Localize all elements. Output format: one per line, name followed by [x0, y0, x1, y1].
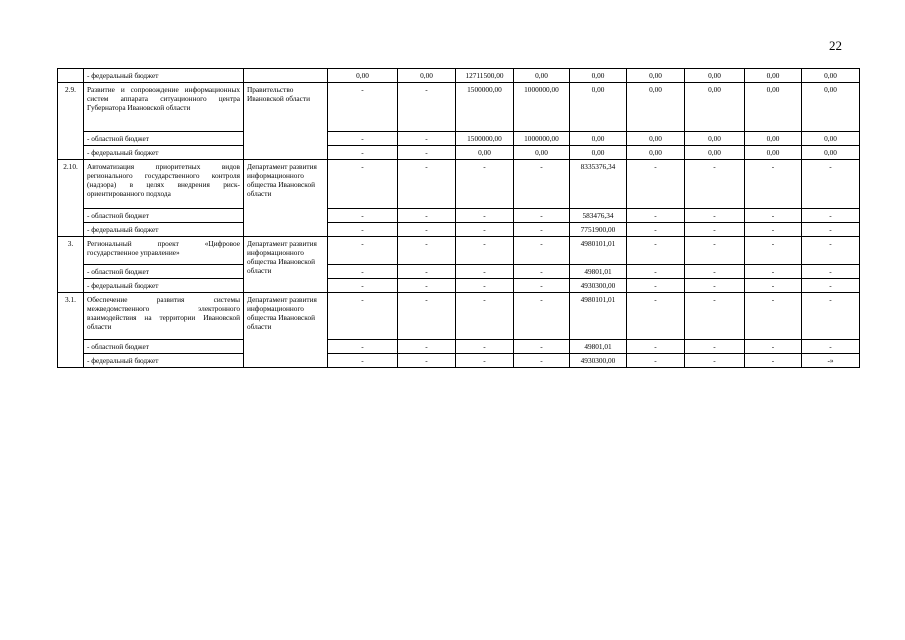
value-cell: - [685, 265, 745, 279]
value-cell: - [627, 237, 685, 265]
table-row [58, 279, 860, 293]
value-cell: - [627, 293, 685, 340]
value-cell: - [745, 237, 802, 265]
value-cell: - [398, 265, 456, 279]
value-cell: - [685, 354, 745, 368]
value-cell: - [745, 293, 802, 340]
value-cell: - [398, 279, 456, 293]
value-cell: - [328, 83, 398, 132]
value-cell: 0,00 [685, 146, 745, 160]
value-cell: 49801,01 [570, 340, 627, 354]
value-cell: 7751900,00 [570, 223, 627, 237]
value-cell: - [398, 132, 456, 146]
value-cell: 4980101,01 [570, 237, 627, 265]
value-cell: - [398, 160, 456, 209]
value-cell: 0,00 [627, 69, 685, 83]
value-cell: 0,00 [514, 69, 570, 83]
value-cell: 8335376,34 [570, 160, 627, 209]
value-cell: - [328, 340, 398, 354]
funding-source-cell: - федеральный бюджет [84, 146, 244, 160]
value-cell: - [745, 223, 802, 237]
value-cell: - [514, 354, 570, 368]
value-cell: - [745, 354, 802, 368]
value-cell: 0,00 [570, 146, 627, 160]
value-cell: - [328, 354, 398, 368]
value-cell: - [456, 279, 514, 293]
funding-source-cell: - областной бюджет [84, 132, 244, 146]
value-cell: - [514, 237, 570, 265]
value-cell: 0,00 [514, 146, 570, 160]
value-cell: - [685, 223, 745, 237]
value-cell: - [514, 209, 570, 223]
table-row [58, 265, 860, 279]
row-number-cell: 3. [58, 237, 84, 293]
value-cell: - [456, 340, 514, 354]
executor-cell: Департамент развития информационного общества Ивановской области [244, 237, 328, 293]
value-cell: - [627, 223, 685, 237]
activity-name-cell: Региональный проект «Цифровое государственное управление» [84, 237, 244, 265]
value-cell: - [514, 265, 570, 279]
table-row [58, 146, 860, 160]
funding-source-cell: - федеральный бюджет [84, 354, 244, 368]
value-cell: 0,00 [685, 132, 745, 146]
value-cell: 0,00 [570, 69, 627, 83]
value-cell: - [328, 132, 398, 146]
row-number-cell: 3.1. [58, 293, 84, 368]
value-cell: - [802, 209, 860, 223]
value-cell: - [398, 146, 456, 160]
table-row [58, 354, 860, 368]
value-cell: - [398, 354, 456, 368]
value-cell: - [328, 223, 398, 237]
value-cell: - [398, 83, 456, 132]
value-cell: - [398, 209, 456, 223]
value-cell: 1000000,00 [514, 83, 570, 132]
value-cell: 0,00 [685, 69, 745, 83]
table-row [58, 293, 860, 340]
value-cell: - [802, 265, 860, 279]
activity-name-cell: Развитие и сопровождение информационных систем аппарата ситуационного центра Губернатора Ивановской области [84, 83, 244, 132]
value-cell: - [802, 160, 860, 209]
value-cell: 0,00 [745, 132, 802, 146]
row-number-cell: 2.10. [58, 160, 84, 237]
value-cell: 0,00 [802, 83, 860, 132]
table-row [58, 160, 860, 209]
value-cell: - [802, 293, 860, 340]
value-cell: - [398, 340, 456, 354]
value-cell: 0,00 [802, 132, 860, 146]
row-number-cell [58, 69, 84, 83]
value-cell: - [514, 340, 570, 354]
value-cell: - [745, 209, 802, 223]
value-cell: - [685, 237, 745, 265]
value-cell: - [514, 293, 570, 340]
value-cell: - [745, 340, 802, 354]
value-cell: 0,00 [802, 69, 860, 83]
value-cell: - [685, 209, 745, 223]
executor-cell: Департамент развития информационного общества Ивановской области [244, 293, 328, 368]
value-cell: - [802, 223, 860, 237]
value-cell: 4980101,01 [570, 293, 627, 340]
value-cell: 0,00 [802, 146, 860, 160]
table-row [58, 237, 860, 265]
funding-source-cell: - областной бюджет [84, 265, 244, 279]
value-cell: - [627, 354, 685, 368]
value-cell: - [802, 237, 860, 265]
value-cell: 0,00 [570, 132, 627, 146]
executor-cell [244, 69, 328, 83]
budget-table [57, 68, 860, 368]
value-cell: 0,00 [745, 69, 802, 83]
value-cell: - [398, 293, 456, 340]
value-cell: 4930300,00 [570, 354, 627, 368]
value-cell: 0,00 [328, 69, 398, 83]
page-number: 22 [829, 38, 842, 53]
value-cell: - [627, 209, 685, 223]
value-cell: - [456, 265, 514, 279]
value-cell: 0,00 [398, 69, 456, 83]
value-cell: - [685, 160, 745, 209]
value-cell: 0,00 [456, 146, 514, 160]
value-cell: - [328, 265, 398, 279]
value-cell: - [328, 146, 398, 160]
funding-source-cell: - федеральный бюджет [84, 223, 244, 237]
value-cell: 0,00 [745, 146, 802, 160]
value-cell: 583476,34 [570, 209, 627, 223]
value-cell: - [802, 340, 860, 354]
table-row [58, 83, 860, 132]
value-cell: - [328, 160, 398, 209]
value-cell: - [456, 293, 514, 340]
value-cell: 1500000,00 [456, 83, 514, 132]
value-cell: - [802, 279, 860, 293]
value-cell: -» [802, 354, 860, 368]
table-row [58, 132, 860, 146]
value-cell: 0,00 [745, 83, 802, 132]
funding-source-cell: - федеральный бюджет [84, 69, 244, 83]
value-cell: 49801,01 [570, 265, 627, 279]
value-cell: 0,00 [627, 132, 685, 146]
value-cell: - [745, 265, 802, 279]
value-cell: 0,00 [627, 83, 685, 132]
value-cell: 1500000,00 [456, 132, 514, 146]
value-cell: - [627, 265, 685, 279]
activity-name-cell: Обеспечение развития системы межведомственного электронного взаимодействия на территории Ивановской области [84, 293, 244, 340]
value-cell: - [627, 340, 685, 354]
table-row [58, 69, 860, 83]
value-cell: - [398, 223, 456, 237]
value-cell: 0,00 [570, 83, 627, 132]
value-cell: 12711500,00 [456, 69, 514, 83]
value-cell: - [514, 279, 570, 293]
value-cell: - [745, 279, 802, 293]
value-cell: - [456, 237, 514, 265]
executor-cell: Правительство Ивановской области [244, 83, 328, 160]
value-cell: - [627, 160, 685, 209]
value-cell: - [328, 209, 398, 223]
value-cell: - [456, 209, 514, 223]
value-cell: - [328, 293, 398, 340]
value-cell: 0,00 [685, 83, 745, 132]
value-cell: - [456, 160, 514, 209]
activity-name-cell: Автоматизация приоритетных видов регионального государственного контроля (надзора) в целях внедрения риск-ориентированного подхода [84, 160, 244, 209]
executor-cell: Департамент развития информационного общества Ивановской области [244, 160, 328, 237]
value-cell: 1000000,00 [514, 132, 570, 146]
table-row [58, 223, 860, 237]
table-row [58, 209, 860, 223]
value-cell: - [398, 237, 456, 265]
value-cell: - [627, 279, 685, 293]
value-cell: - [685, 340, 745, 354]
value-cell: - [685, 279, 745, 293]
table-row [58, 340, 860, 354]
value-cell: 4930300,00 [570, 279, 627, 293]
value-cell: - [328, 237, 398, 265]
value-cell: - [514, 223, 570, 237]
funding-source-cell: - федеральный бюджет [84, 279, 244, 293]
value-cell: 0,00 [627, 146, 685, 160]
value-cell: - [685, 293, 745, 340]
value-cell: - [745, 160, 802, 209]
funding-source-cell: - областной бюджет [84, 340, 244, 354]
value-cell: - [328, 279, 398, 293]
value-cell: - [514, 160, 570, 209]
value-cell: - [456, 223, 514, 237]
funding-source-cell: - областной бюджет [84, 209, 244, 223]
value-cell: - [456, 354, 514, 368]
row-number-cell: 2.9. [58, 83, 84, 160]
